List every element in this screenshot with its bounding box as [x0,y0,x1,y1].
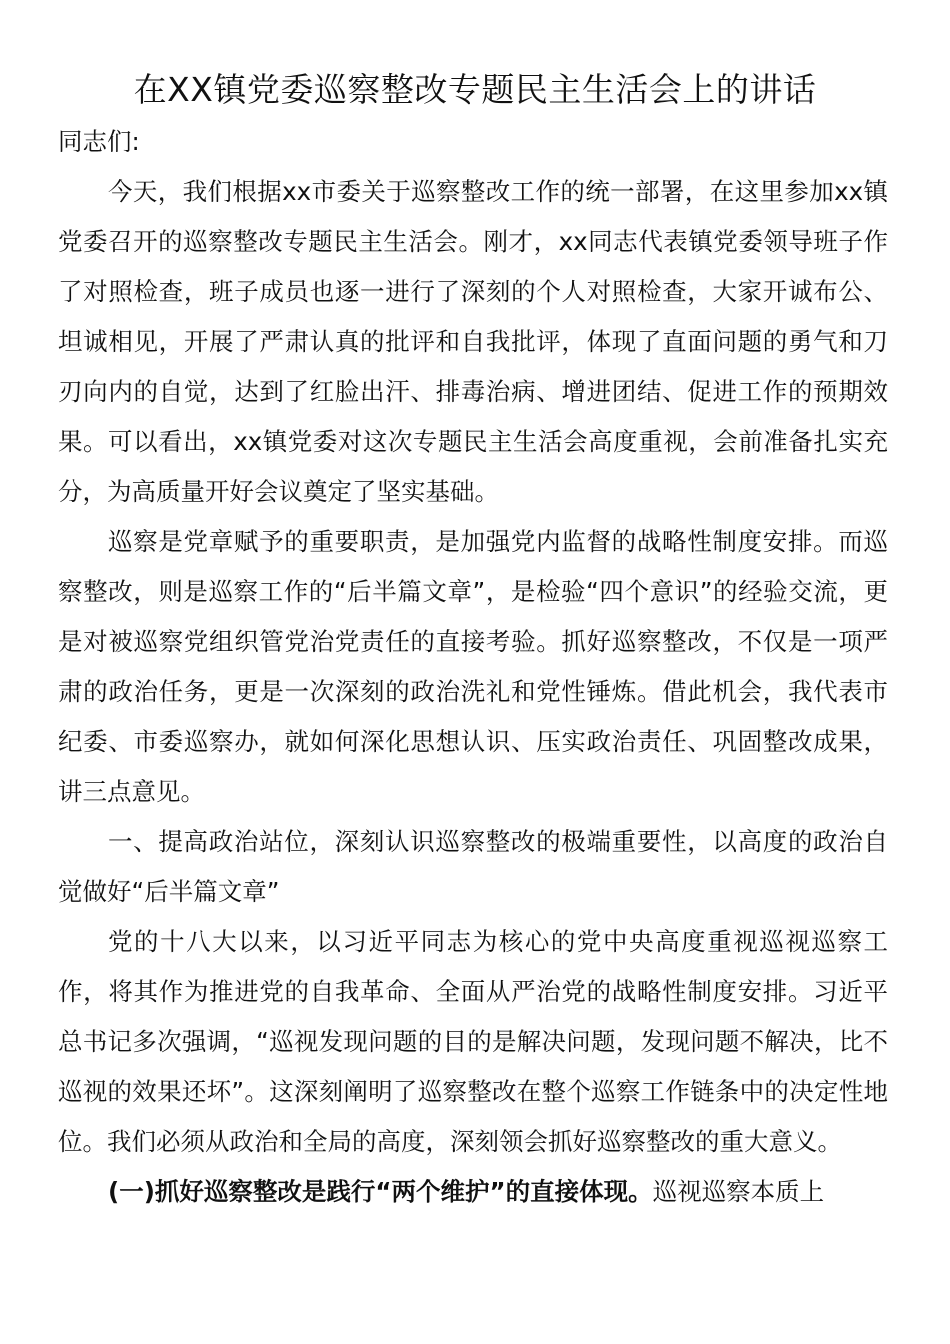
document-title: 在XX镇党委巡察整改专题民主生活会上的讲话 [133,70,817,109]
document-body [58,117,888,1217]
paragraph-inspection-role: 巡察是党章赋予的重要职责，是加强党内监督的战略性制度安排。而巡察整改，则是巡察工作的“后半篇文章”，是检验“四个意识”的经验交流，更是对被巡察党组织管党治党责任的直接考验。抓好巡察整改，不仅是一项严肃的政治任务，更是一次深刻的政治洗礼和党性锤炼。借此机会，我代表市纪委、市委巡察办，就如何深化思想认识、压实政治责任、巩固整改成果，讲三点意见。 [58,527,888,806]
paragraph-subsection-one [58,1167,888,1217]
subsection-bold-lead: (一)抓好巡察整改是践行“两个维护”的直接体现。 [108,1177,653,1206]
subsection-text: 巡视巡察本质上 [652,1177,825,1206]
salutation: 同志们: [58,127,140,156]
section-heading-one: 一、提高政治站位，深刻认识巡察整改的极端重要性，以高度的政治自觉做好“后半篇文章” [58,827,888,906]
paragraph-opening: 今天，我们根据xx市委关于巡察整改工作的统一部署，在这里参加xx镇党委召开的巡察整改专题民主生活会。刚才，xx同志代表镇党委领导班子作了对照检查，班子成员也逐一进行了深刻的个人对照检查，大家开诚布公、坦诚相见，开展了严肃认真的批评和自我批评，体现了直面问题的勇气和刀刃向内的自觉，达到了红脸出汗、排毒治病、增进团结、促进工作的预期效果。可以看出，xx镇党委对这次专题民主生活会高度重视，会前准备扎实充分，为高质量开好会议奠定了坚实基础。 [58,177,888,506]
paragraph-central-emphasis: 党的十八大以来，以习近平同志为核心的党中央高度重视巡视巡察工作，将其作为推进党的自我革命、全面从严治党的战略性制度安排。习近平总书记多次强调，“巡视发现问题的目的是解决问题，发现问题不解决，比不巡视的效果还坏”。这深刻阐明了巡察整改在整个巡察工作链条中的决定性地位。我们必须从政治和全局的高度，深刻领会抓好巡察整改的重大意义。 [58,927,888,1156]
